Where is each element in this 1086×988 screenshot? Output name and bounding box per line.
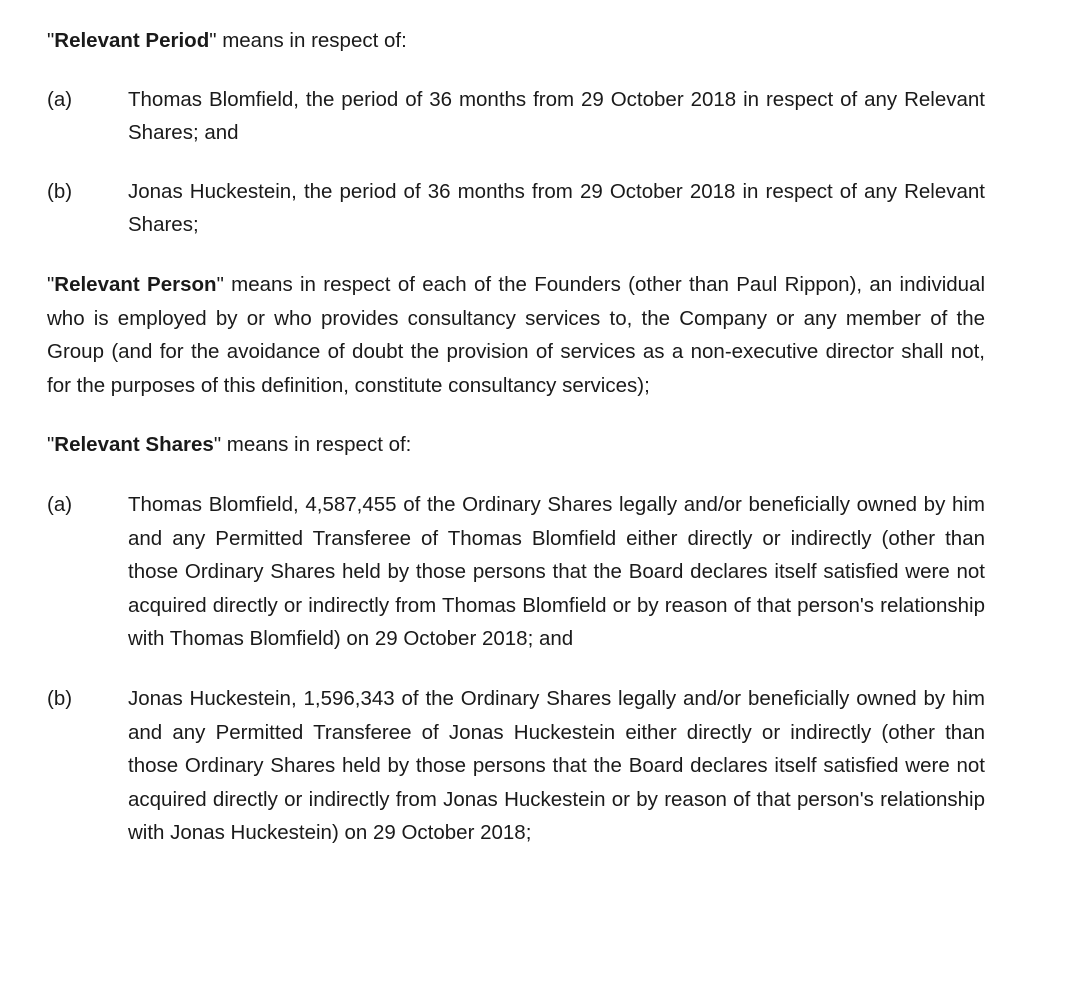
list-marker: (b) — [47, 179, 73, 203]
definition-text: " means in respect of: — [209, 29, 407, 52]
list-item — [47, 83, 985, 150]
defined-term: Relevant Person — [54, 272, 217, 296]
definition-text: " means in respect of each of the Founders (other than Paul Rippon), an individual who is employed by or who provides consultancy services to, the Company or any member of the Group (and for the avoidance of doubt the provision of services as a non-executive director shall not, for the purposes of this definition, constitute consultancy services); — [47, 272, 986, 397]
document-page — [47, 24, 985, 850]
list-marker: (a) — [47, 492, 73, 516]
list-item — [47, 682, 985, 850]
definition-relevant-period: "Relevant Period" means in respect of: — [47, 29, 407, 52]
definition-relevant-shares: "Relevant Shares" means in respect of: — [47, 433, 412, 457]
list-item — [47, 488, 985, 656]
list-marker: (b) — [47, 686, 73, 710]
list-item-text: Jonas Huckestein, 1,596,343 of the Ordinary Shares legally and/or beneficially owned by him and any Permitted Transferee of Jonas Huckestein either directly or indirectly (other than those Ordinary Shares held by those persons that the Board declares itself satisfied were not acquired directly or indirectly from Jonas Huckestein or by reason of that person's relationship with Jonas Huckestein) on 29 October 2018; — [128, 686, 985, 845]
list-item-text: Jonas Huckestein, the period of 36 months from 29 October 2018 in respect of any Relevant Shares; — [128, 179, 985, 237]
list-marker: (a) — [47, 87, 73, 111]
definition-text: " means in respect of: — [213, 433, 412, 457]
defined-term: Relevant Period — [54, 29, 210, 52]
defined-term: Relevant Shares — [54, 433, 214, 457]
list-item-text: Thomas Blomfield, 4,587,455 of the Ordinary Shares legally and/or beneficially owned by him and any Permitted Transferee of Thomas Blomfield either directly or indirectly (other than those Ordinary Shares held by those persons that the Board declares itself satisfied were not acquired directly or indirectly from Thomas Blomfield or by reason of that person's relationship with Thomas Blomfield) on 29 October 2018; and — [128, 492, 985, 651]
list-item-text: Thomas Blomfield, the period of 36 months from 29 October 2018 in respect of any Relevant Shares; and — [128, 87, 985, 145]
definition-relevant-person: "Relevant Person" means in respect of each of the Founders (other than Paul Rippon), an individual who is employed by or who provides consultancy services to, the Company or any member of the Group (and for the avoidance of doubt the provision of services as a non-executive director shall not, for the purposes of this definition, constitute consultancy services); — [47, 272, 986, 397]
list-item — [47, 175, 985, 242]
